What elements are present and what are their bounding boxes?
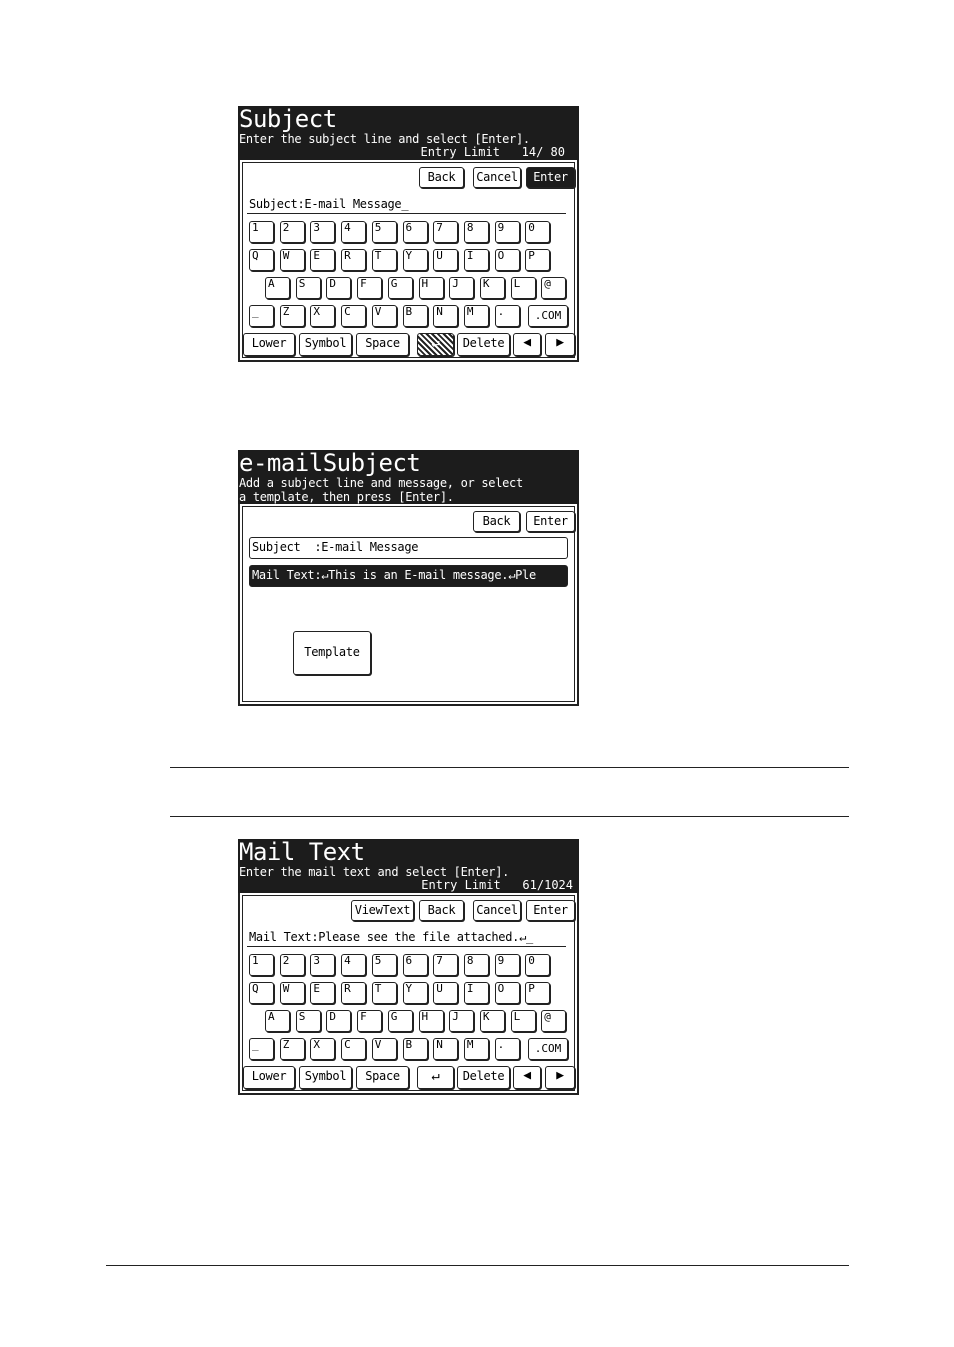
lower-button[interactable]: Lower [243, 1066, 295, 1089]
key-row4-0[interactable]: _ [249, 305, 274, 327]
key-row2-6[interactable]: U [433, 249, 458, 271]
key-row3-4[interactable]: G [388, 277, 413, 299]
key-row1-7[interactable]: 8 [464, 221, 489, 243]
key-row1-1[interactable]: 2 [280, 954, 305, 976]
key-row2-7[interactable]: I [464, 982, 489, 1004]
key-row2-8[interactable]: O [495, 982, 520, 1004]
subject-screen [238, 106, 579, 362]
key-row3-4[interactable]: G [388, 1010, 413, 1032]
entry-limit-count: 61/1024 [522, 878, 573, 892]
instruction-line-1: Add a subject line and message, or select [239, 476, 523, 490]
key-row3-3[interactable]: F [357, 1010, 382, 1032]
key-row1-0[interactable]: 1 [249, 221, 274, 243]
key-row3-0[interactable]: A [265, 1010, 290, 1032]
back-button[interactable]: Back [419, 900, 464, 921]
key-row3-8[interactable]: L [511, 1010, 536, 1032]
screen-title: Mail Text [239, 838, 365, 866]
mail-text-header [238, 839, 579, 893]
key-row1-4[interactable]: 5 [372, 221, 397, 243]
key-row3-2[interactable]: D [326, 277, 351, 299]
key-row1-3[interactable]: 4 [341, 954, 366, 976]
key-row1-8[interactable]: 9 [495, 954, 520, 976]
subject-input[interactable] [249, 197, 408, 211]
keyboard-area [242, 895, 575, 1091]
subject-row[interactable]: Subject :E-mail Message [249, 537, 568, 559]
key-row1-5[interactable]: 6 [403, 221, 428, 243]
right-arrow-button[interactable]: ▶ [545, 1066, 575, 1089]
key-row1-1[interactable]: 2 [280, 221, 305, 243]
back-button[interactable]: Back [419, 167, 464, 188]
key-row4-6[interactable]: N [433, 1038, 458, 1060]
key-row1-4[interactable]: 5 [372, 954, 397, 976]
key-row4-5[interactable]: B [403, 305, 428, 327]
key-row2-1[interactable]: W [280, 982, 305, 1004]
mail-text-row[interactable]: Mail Text:↵This is an E-mail message.↵Ple [249, 565, 568, 587]
email-subject-header [238, 450, 579, 504]
space-button[interactable]: Space [356, 1066, 409, 1089]
input-underline [247, 213, 566, 214]
key-row3-9[interactable]: @ [541, 277, 566, 299]
cancel-button[interactable]: Cancel [473, 900, 521, 921]
delete-button[interactable]: Delete [457, 1066, 510, 1089]
content-area [242, 506, 575, 702]
key-row2-8[interactable]: O [495, 249, 520, 271]
subject-header [238, 106, 579, 160]
dot-com-key[interactable]: .COM [528, 305, 568, 327]
left-arrow-button[interactable]: ◀ [513, 1066, 541, 1089]
divider-bottom [170, 816, 849, 817]
entry-limit-count: 14/ 80 [521, 145, 565, 159]
key-row4-0[interactable]: _ [249, 1038, 274, 1060]
key-row4-1[interactable]: Z [280, 305, 305, 327]
key-row3-2[interactable]: D [326, 1010, 351, 1032]
entry-limit: Entry Limit 61/1024 [421, 878, 573, 892]
key-row2-4[interactable]: T [372, 249, 397, 271]
email-subject-body [238, 504, 579, 706]
key-row2-5[interactable]: Y [403, 982, 428, 1004]
key-row3-1[interactable]: S [296, 277, 321, 299]
key-row1-7[interactable]: 8 [464, 954, 489, 976]
key-row2-0[interactable]: Q [249, 982, 274, 1004]
left-arrow-button[interactable]: ◀ [513, 333, 541, 356]
space-button[interactable]: Space [356, 333, 409, 356]
key-row4-7[interactable]: M [464, 1038, 489, 1060]
key-row4-5[interactable]: B [403, 1038, 428, 1060]
key-row4-2[interactable]: X [310, 305, 335, 327]
divider-top [170, 767, 849, 768]
key-row4-6[interactable]: N [433, 305, 458, 327]
key-row2-5[interactable]: Y [403, 249, 428, 271]
mail-text-body [238, 893, 579, 1095]
key-row2-9[interactable]: P [525, 982, 550, 1004]
template-button[interactable]: Template [293, 631, 371, 675]
key-row3-1[interactable]: S [296, 1010, 321, 1032]
key-row1-8[interactable]: 9 [495, 221, 520, 243]
enter-button[interactable]: Enter [526, 511, 575, 532]
cancel-button[interactable]: Cancel [473, 167, 521, 188]
entry-limit: Entry Limit 14/ 80 [420, 145, 565, 159]
key-row4-1[interactable]: Z [280, 1038, 305, 1060]
screen-title: e-mailSubject [239, 449, 421, 477]
mail-text-input[interactable] [249, 930, 533, 944]
key-row1-5[interactable]: 6 [403, 954, 428, 976]
key-row3-7[interactable]: K [480, 277, 505, 299]
key-row4-2[interactable]: X [310, 1038, 335, 1060]
field-value: E-mail Message_ [304, 197, 409, 211]
back-button[interactable]: Back [473, 511, 520, 532]
delete-button[interactable]: Delete [457, 333, 510, 356]
key-row3-5[interactable]: H [419, 277, 444, 299]
field-label: Mail Text: [249, 930, 319, 944]
key-row2-2[interactable]: E [310, 249, 335, 271]
key-row4-4[interactable]: V [372, 305, 397, 327]
key-row1-0[interactable]: 1 [249, 954, 274, 976]
field-label: Subject: [249, 197, 305, 211]
keyboard-area [242, 162, 575, 358]
key-row1-3[interactable]: 4 [341, 221, 366, 243]
key-row3-6[interactable]: J [449, 1010, 474, 1032]
key-row2-3[interactable]: R [341, 249, 366, 271]
key-row1-2[interactable]: 3 [310, 954, 335, 976]
enter-button[interactable]: Enter [526, 900, 575, 921]
key-row2-6[interactable]: U [433, 982, 458, 1004]
symbol-button[interactable]: Symbol [299, 333, 352, 356]
right-arrow-button[interactable]: ▶ [545, 333, 575, 356]
return-key[interactable]: ↵ [417, 1066, 454, 1089]
key-row1-9[interactable]: 0 [525, 954, 550, 976]
dot-com-key[interactable]: .COM [528, 1038, 568, 1060]
key-row4-3[interactable]: C [341, 305, 366, 327]
key-row3-5[interactable]: H [419, 1010, 444, 1032]
enter-button[interactable]: Enter [526, 167, 575, 188]
field-value: Please see the file attached.↵_ [318, 930, 533, 944]
key-row2-1[interactable]: W [280, 249, 305, 271]
key-row1-6[interactable]: 7 [433, 221, 458, 243]
view-text-button[interactable]: ViewText [351, 900, 414, 921]
email-subject-screen [238, 450, 579, 706]
key-row2-4[interactable]: T [372, 982, 397, 1004]
key-row4-3[interactable]: C [341, 1038, 366, 1060]
footer-rule [106, 1265, 849, 1266]
key-row2-3[interactable]: R [341, 982, 366, 1004]
subject-body [238, 160, 579, 362]
key-row2-7[interactable]: I [464, 249, 489, 271]
key-row3-9[interactable]: @ [541, 1010, 566, 1032]
return-key[interactable]: ↵ [417, 333, 454, 356]
key-row3-8[interactable]: L [511, 277, 536, 299]
symbol-button[interactable]: Symbol [299, 1066, 352, 1089]
key-row2-2[interactable]: E [310, 982, 335, 1004]
key-row1-2[interactable]: 3 [310, 221, 335, 243]
key-row1-9[interactable]: 0 [525, 221, 550, 243]
key-row4-8[interactable]: . [495, 1038, 520, 1060]
key-row4-4[interactable]: V [372, 1038, 397, 1060]
instruction-text: Enter the mail text and select [Enter]. [239, 865, 510, 879]
key-row4-7[interactable]: M [464, 305, 489, 327]
lower-button[interactable]: Lower [243, 333, 295, 356]
input-underline [247, 946, 566, 947]
key-row3-0[interactable]: A [265, 277, 290, 299]
key-row2-0[interactable]: Q [249, 249, 274, 271]
instruction-text: Enter the subject line and select [Enter]. [239, 132, 530, 146]
key-row2-9[interactable]: P [525, 249, 550, 271]
key-row3-3[interactable]: F [357, 277, 382, 299]
key-row4-8[interactable]: . [495, 305, 520, 327]
key-row3-6[interactable]: J [449, 277, 474, 299]
mail-text-screen [238, 839, 579, 1095]
screen-title: Subject [239, 105, 337, 133]
instruction-line-2: a template, then press [Enter]. [239, 490, 454, 504]
key-row1-6[interactable]: 7 [433, 954, 458, 976]
key-row3-7[interactable]: K [480, 1010, 505, 1032]
